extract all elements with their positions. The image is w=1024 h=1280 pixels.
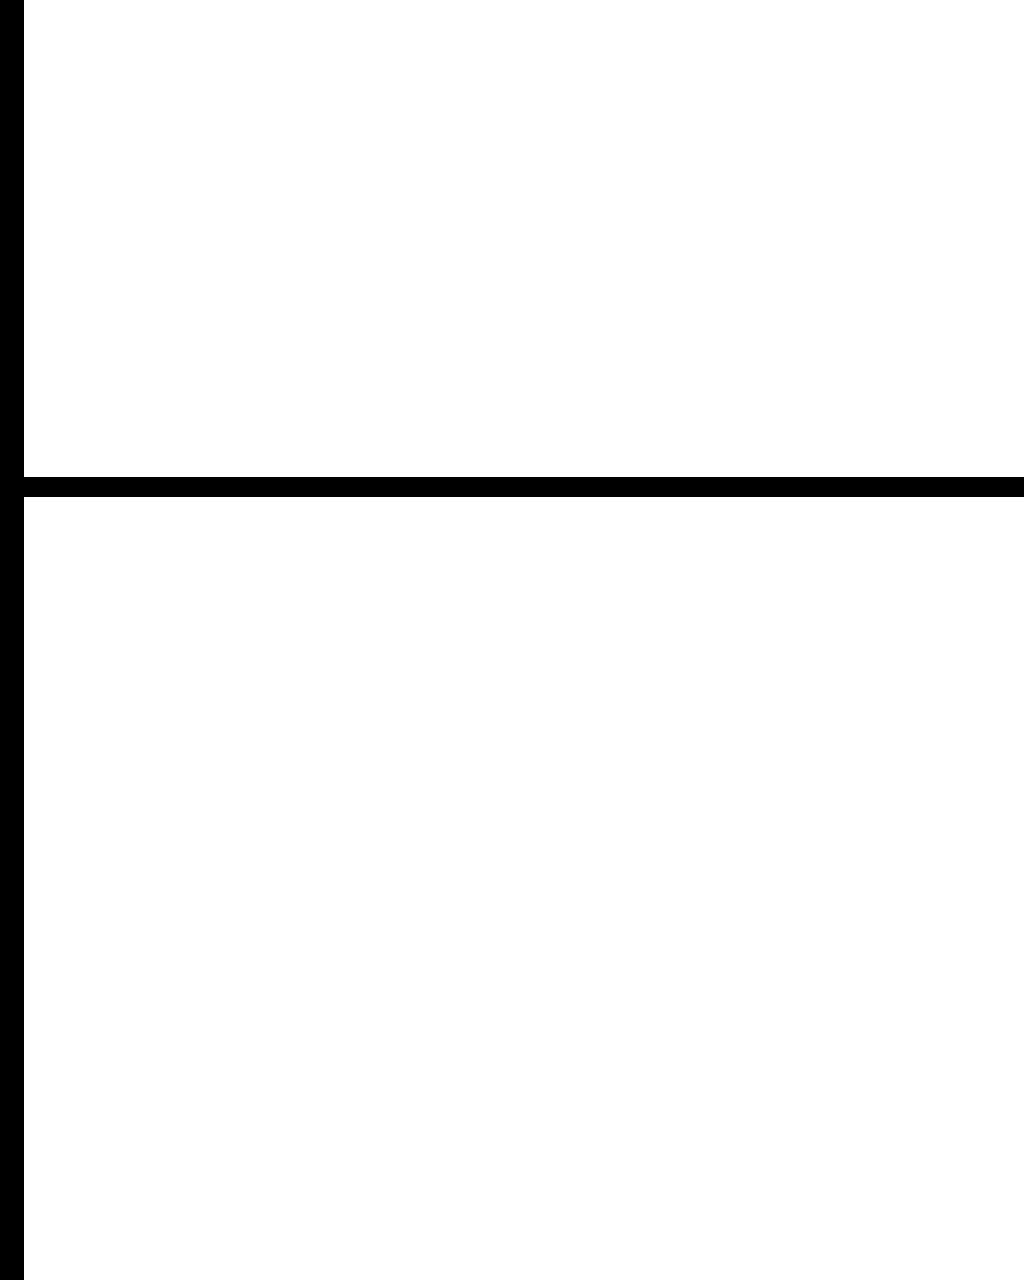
document-page-top [24,0,1024,477]
page-header [72,539,976,559]
document-page-bottom [24,497,1024,1280]
